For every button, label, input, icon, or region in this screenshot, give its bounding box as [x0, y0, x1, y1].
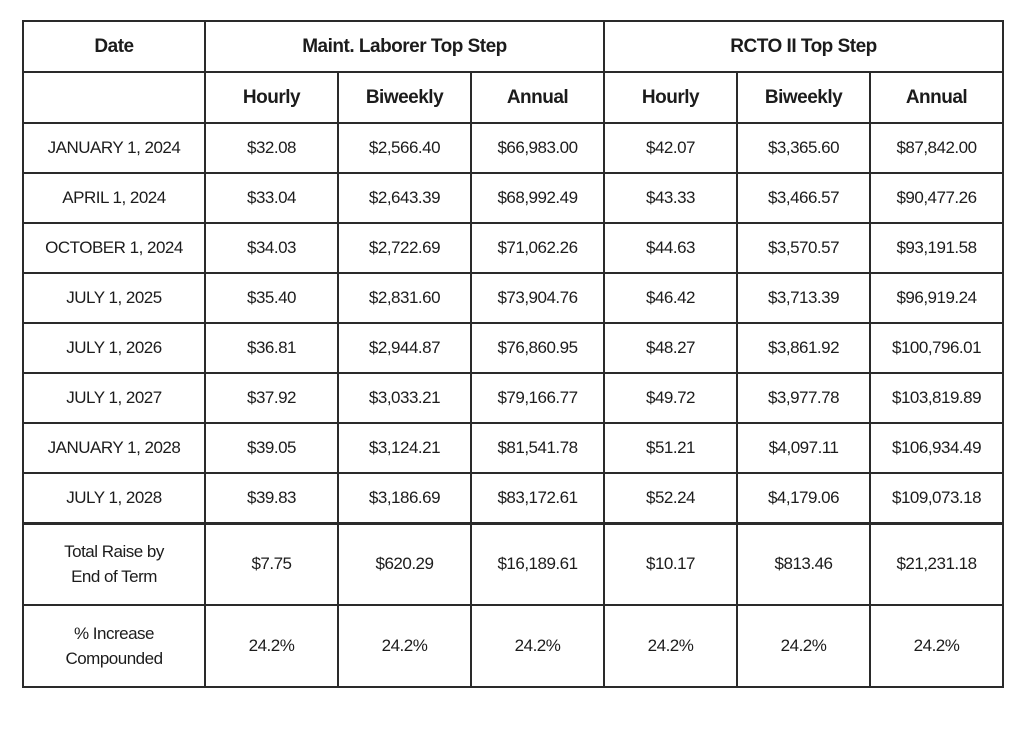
- cell: $81,541.78: [471, 423, 604, 473]
- cell: 24.2%: [737, 605, 870, 687]
- cell: $21,231.18: [870, 523, 1003, 605]
- cell: 24.2%: [604, 605, 737, 687]
- summary-label-line1: Total Raise by: [64, 542, 164, 562]
- cell: $79,166.77: [471, 373, 604, 423]
- cell: $2,831.60: [338, 273, 471, 323]
- summary-label-line2: Compounded: [65, 649, 163, 668]
- cell: $2,722.69: [338, 223, 471, 273]
- header-biweekly: Biweekly: [338, 72, 471, 123]
- date-cell: JULY 1, 2027: [23, 373, 205, 423]
- cell: $103,819.89: [870, 373, 1003, 423]
- cell: $813.46: [737, 523, 870, 605]
- table-row: [23, 173, 1003, 223]
- cell: $66,983.00: [471, 123, 604, 173]
- date-cell: JANUARY 1, 2024: [23, 123, 205, 173]
- cell: $36.81: [205, 323, 338, 373]
- cell: $46.42: [604, 273, 737, 323]
- cell: $3,033.21: [338, 373, 471, 423]
- cell: $10.17: [604, 523, 737, 605]
- header-date: Date: [23, 21, 205, 72]
- header-hourly: Hourly: [604, 72, 737, 123]
- table-row: [23, 123, 1003, 173]
- cell: $3,861.92: [737, 323, 870, 373]
- cell: 24.2%: [338, 605, 471, 687]
- cell: $34.03: [205, 223, 338, 273]
- cell: $3,124.21: [338, 423, 471, 473]
- header-row-groups: [23, 21, 1003, 72]
- cell: $93,191.58: [870, 223, 1003, 273]
- header-biweekly: Biweekly: [737, 72, 870, 123]
- wage-table: [22, 20, 1004, 688]
- cell: $35.40: [205, 273, 338, 323]
- cell: $2,944.87: [338, 323, 471, 373]
- date-cell: JULY 1, 2025: [23, 273, 205, 323]
- cell: $3,466.57: [737, 173, 870, 223]
- cell: $96,919.24: [870, 273, 1003, 323]
- date-cell: JULY 1, 2028: [23, 473, 205, 523]
- cell: $76,860.95: [471, 323, 604, 373]
- summary-row-total-raise: [23, 523, 1003, 605]
- cell: $33.04: [205, 173, 338, 223]
- cell: $106,934.49: [870, 423, 1003, 473]
- summary-label-line1: % Increase: [73, 624, 155, 643]
- cell: $16,189.61: [471, 523, 604, 605]
- header-hourly: Hourly: [205, 72, 338, 123]
- header-rcto: RCTO II Top Step: [604, 21, 1003, 72]
- header-row-sub: [23, 72, 1003, 123]
- cell: $83,172.61: [471, 473, 604, 523]
- table-row: [23, 223, 1003, 273]
- cell: $68,992.49: [471, 173, 604, 223]
- cell: $43.33: [604, 173, 737, 223]
- cell: $620.29: [338, 523, 471, 605]
- cell: $42.07: [604, 123, 737, 173]
- date-cell: JANUARY 1, 2028: [23, 423, 205, 473]
- cell: 24.2%: [471, 605, 604, 687]
- header-empty: [23, 72, 205, 123]
- table-row: [23, 473, 1003, 523]
- header-maint-laborer: Maint. Laborer Top Step: [205, 21, 604, 72]
- date-cell: APRIL 1, 2024: [23, 173, 205, 223]
- cell: $52.24: [604, 473, 737, 523]
- cell: $39.83: [205, 473, 338, 523]
- cell: $3,713.39: [737, 273, 870, 323]
- cell: $44.63: [604, 223, 737, 273]
- cell: $37.92: [205, 373, 338, 423]
- cell: $3,977.78: [737, 373, 870, 423]
- cell: $109,073.18: [870, 473, 1003, 523]
- table-row: [23, 273, 1003, 323]
- cell: $4,097.11: [737, 423, 870, 473]
- table-row: [23, 373, 1003, 423]
- cell: $71,062.26: [471, 223, 604, 273]
- cell: $73,904.76: [471, 273, 604, 323]
- summary-label-line2: End of Term: [71, 567, 157, 587]
- date-cell: JULY 1, 2026: [23, 323, 205, 373]
- cell: $4,179.06: [737, 473, 870, 523]
- cell: $39.05: [205, 423, 338, 473]
- summary-row-percent-increase: [23, 605, 1003, 687]
- cell: $2,566.40: [338, 123, 471, 173]
- cell: $100,796.01: [870, 323, 1003, 373]
- cell: $90,477.26: [870, 173, 1003, 223]
- table-row: [23, 423, 1003, 473]
- cell: $3,186.69: [338, 473, 471, 523]
- cell: $2,643.39: [338, 173, 471, 223]
- summary-label: [23, 523, 205, 605]
- cell: $3,365.60: [737, 123, 870, 173]
- cell: 24.2%: [870, 605, 1003, 687]
- cell: $49.72: [604, 373, 737, 423]
- cell: 24.2%: [205, 605, 338, 687]
- cell: $3,570.57: [737, 223, 870, 273]
- cell: $51.21: [604, 423, 737, 473]
- cell: $7.75: [205, 523, 338, 605]
- date-cell: OCTOBER 1, 2024: [23, 223, 205, 273]
- cell: $87,842.00: [870, 123, 1003, 173]
- cell: $32.08: [205, 123, 338, 173]
- header-annual: Annual: [870, 72, 1003, 123]
- summary-label: [23, 605, 205, 687]
- header-annual: Annual: [471, 72, 604, 123]
- cell: $48.27: [604, 323, 737, 373]
- table-row: [23, 323, 1003, 373]
